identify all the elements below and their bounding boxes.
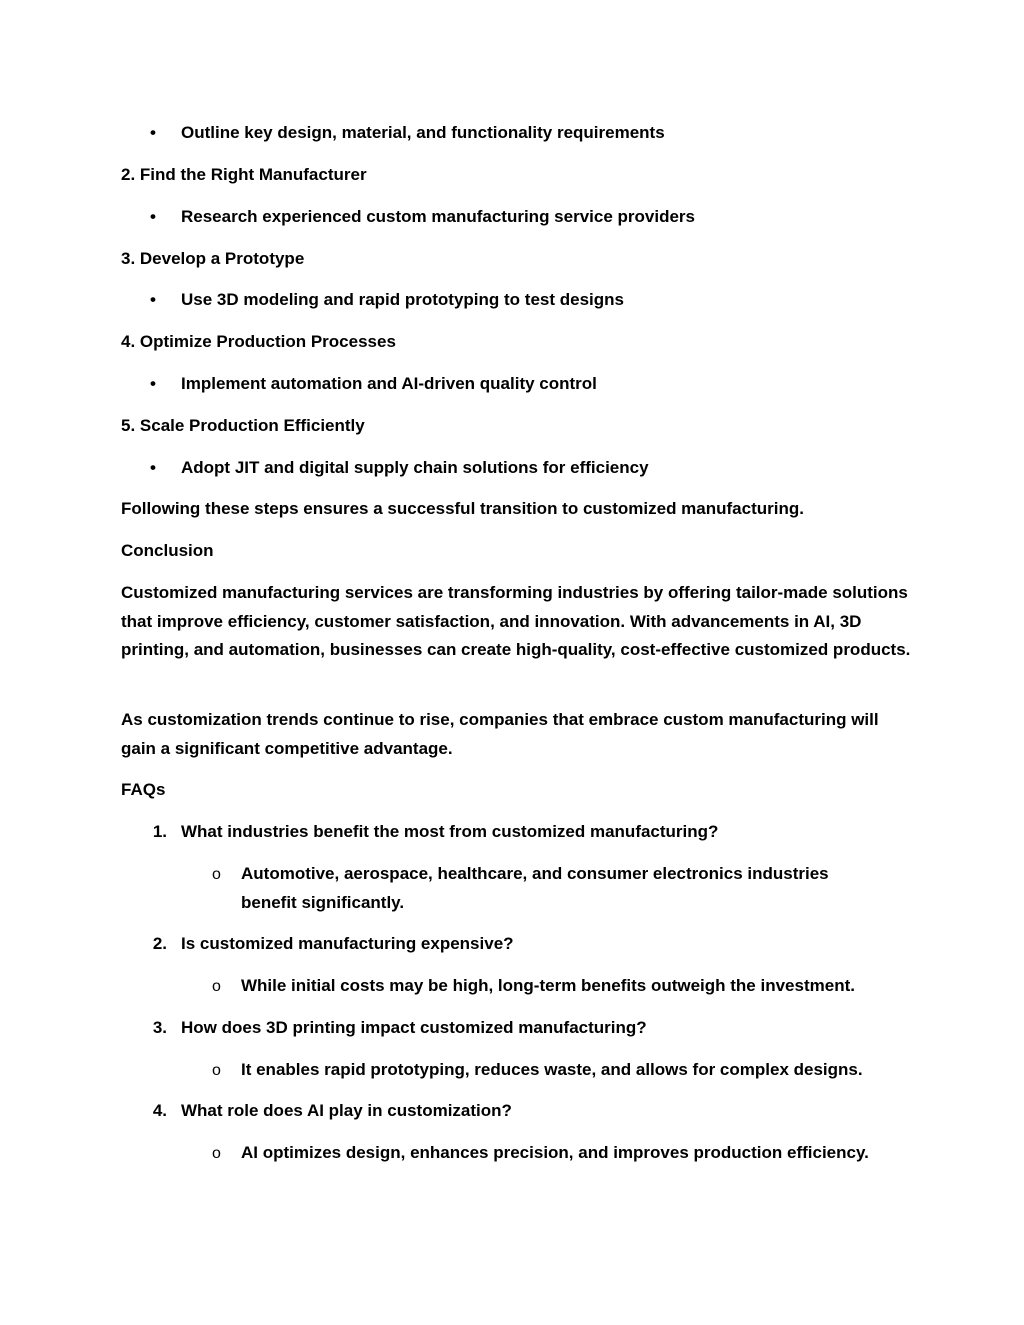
faq-number: 3. xyxy=(152,1018,167,1037)
bullet-dot: • xyxy=(150,458,156,477)
bullet-dot: • xyxy=(150,374,156,393)
faq-number: 2. xyxy=(152,934,167,953)
faq-number: 4. xyxy=(152,1101,167,1120)
sub-bullet-glyph: o xyxy=(212,978,221,995)
bullet-dot: • xyxy=(150,123,156,142)
faqs-heading: FAQs xyxy=(121,780,166,799)
step-4-title: 4. Optimize Production Processes xyxy=(121,332,396,351)
step-2-title: 2. Find the Right Manufacturer xyxy=(121,165,367,184)
faq-answer: While initial costs may be high, long-term benefits outweigh the investment. xyxy=(241,976,855,995)
faq-question: Is customized manufacturing expensive? xyxy=(181,934,514,953)
faq-question: What industries benefit the most from customized manufacturing? xyxy=(181,822,719,841)
faq-answer: AI optimizes design, enhances precision, and improves production efficiency. xyxy=(241,1143,869,1162)
faq-question: What role does AI play in customization? xyxy=(181,1101,512,1120)
conclusion-paragraph-1: Customized manufacturing services are transforming industries by offering tailor-made solutions that improve efficiency, customer satisfaction, and innovation. With advancements in AI, 3D printing, and automation, businesses can create high-quality, cost-effective customized products. xyxy=(121,583,911,659)
step-5-title: 5. Scale Production Efficiently xyxy=(121,416,365,435)
faq-number: 1. xyxy=(152,822,167,841)
sub-bullet-glyph: o xyxy=(212,1145,221,1162)
step-2-bullet: Research experienced custom manufacturing service providers xyxy=(181,207,695,226)
step-5-bullet: Adopt JIT and digital supply chain solutions for efficiency xyxy=(181,458,649,477)
faq-answer: Automotive, aerospace, healthcare, and consumer electronics industries benefit significantly. xyxy=(241,864,829,912)
faq-answer: It enables rapid prototyping, reduces waste, and allows for complex designs. xyxy=(241,1060,863,1079)
conclusion-paragraph-2: As customization trends continue to rise, companies that embrace custom manufacturing will gain a significant competitive advantage. xyxy=(121,710,879,758)
conclusion-heading: Conclusion xyxy=(121,541,214,560)
step-3-bullet: Use 3D modeling and rapid prototyping to test designs xyxy=(181,290,624,309)
sub-bullet-glyph: o xyxy=(212,866,221,883)
bullet-dot: • xyxy=(150,290,156,309)
step-4-bullet: Implement automation and AI-driven quality control xyxy=(181,374,597,393)
step-1-bullet: Outline key design, material, and functionality requirements xyxy=(181,123,665,142)
faq-question: How does 3D printing impact customized manufacturing? xyxy=(181,1018,647,1037)
step-3-title: 3. Develop a Prototype xyxy=(121,249,305,268)
sub-bullet-glyph: o xyxy=(212,1062,221,1079)
steps-closing: Following these steps ensures a successful transition to customized manufacturing. xyxy=(121,499,804,518)
bullet-dot: • xyxy=(150,207,156,226)
